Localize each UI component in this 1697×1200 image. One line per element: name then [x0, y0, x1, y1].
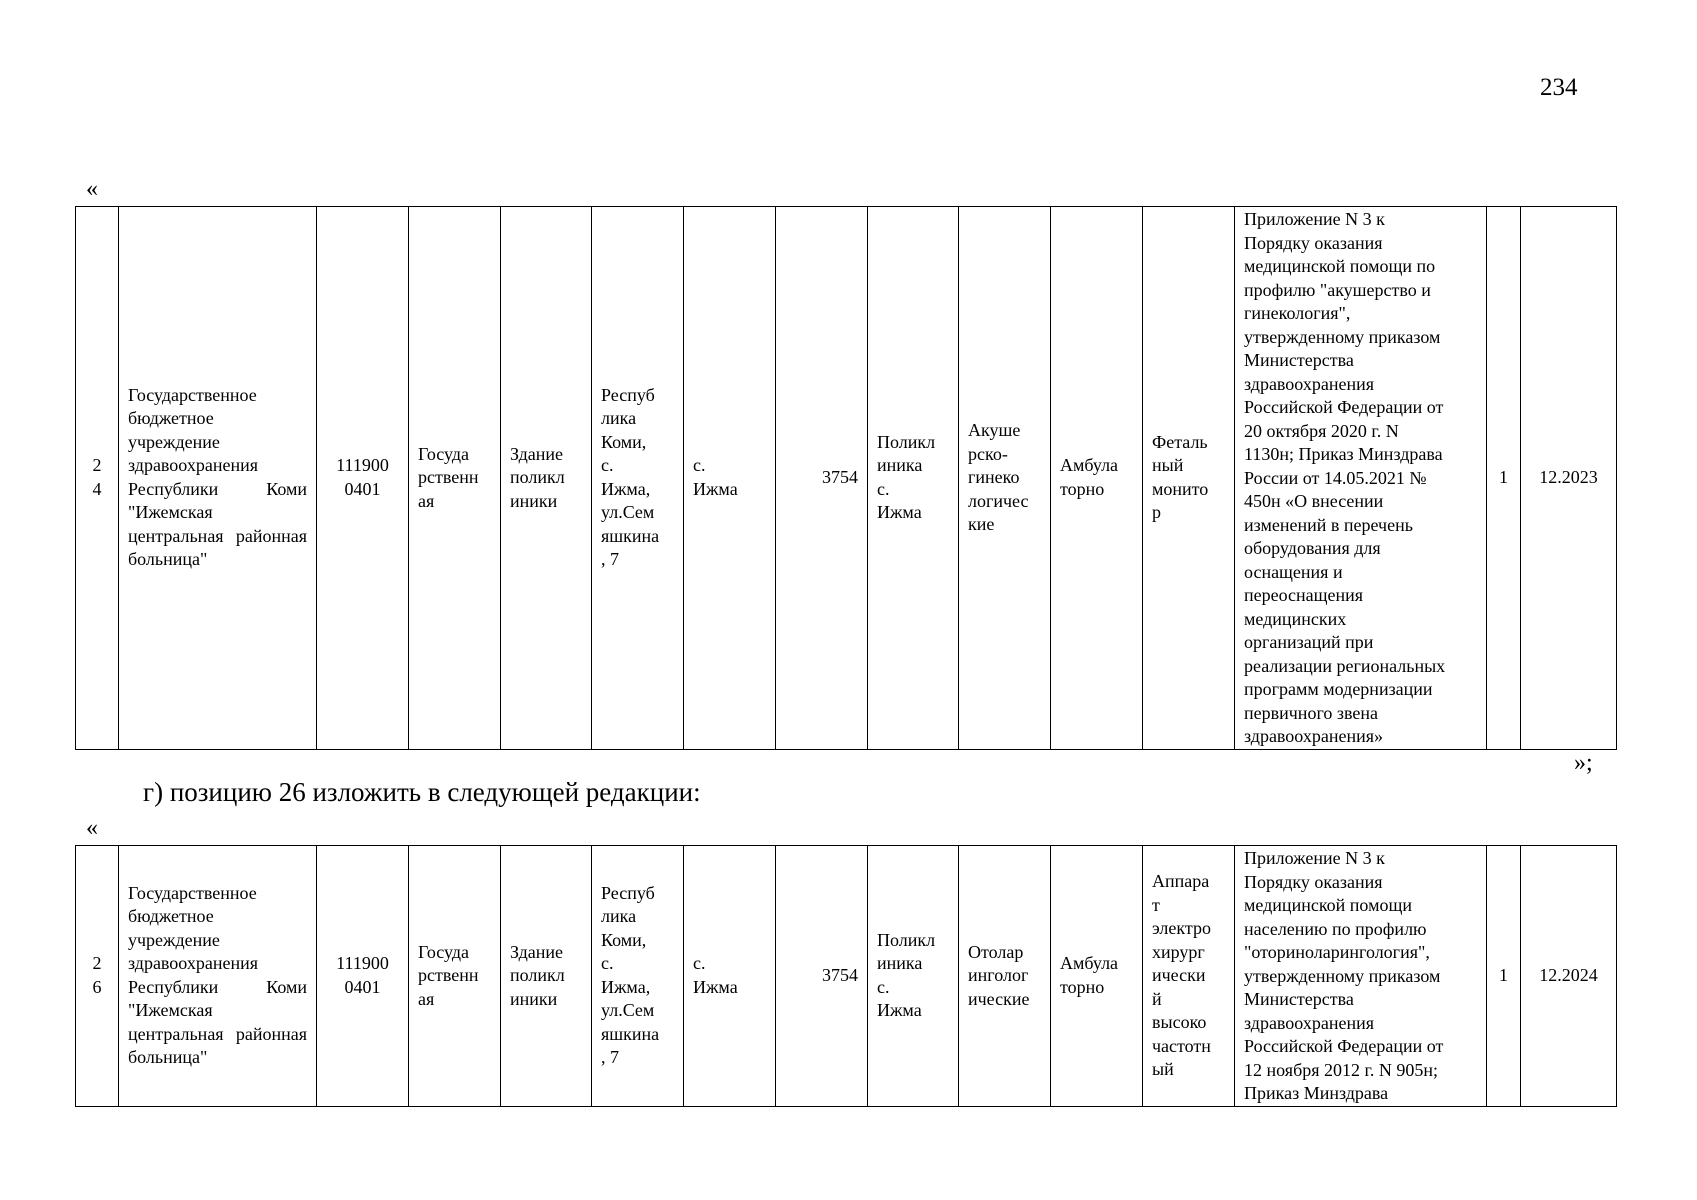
- equipment-name: Феталь ный монито р: [1143, 207, 1235, 750]
- subdivision: Поликл иника с. Ижма: [868, 207, 959, 750]
- equipment-table-position-26: [75, 845, 1617, 1107]
- locality: с. Ижма: [684, 207, 776, 750]
- locality: с. Ижма: [684, 846, 776, 1107]
- table2-open-quote: «: [86, 815, 98, 841]
- ownership-form: Госуда рственн ая: [409, 207, 501, 750]
- page-number: 234: [1540, 74, 1578, 101]
- number-value: 3754: [776, 207, 868, 750]
- legal-basis: Приложение N 3 к Порядку оказания медицинской помощи населению по профилю "оториноларингология", утвержденному приказом Министерства здравоохранения Российской Федерации от 12 ноября 2012 г. N 905н; Приказ Минздрава: [1235, 846, 1487, 1107]
- ownership-form: Госуда рственн ая: [409, 846, 501, 1107]
- equipment-name: Аппара т электро хирург ически й высоко частотн ый: [1143, 846, 1235, 1107]
- building-type: Здание поликл иники: [501, 846, 592, 1107]
- row-number: 2 6: [76, 846, 119, 1107]
- care-conditions: Амбула торно: [1051, 207, 1143, 750]
- care-conditions: Амбула торно: [1051, 846, 1143, 1107]
- subdivision: Поликл иника с. Ижма: [868, 846, 959, 1107]
- quantity: 1: [1487, 207, 1521, 750]
- legal-basis: Приложение N 3 к Порядку оказания медицинской помощи по профилю "акушерство и гинекология", утвержденному приказом Министерства здравоохранения Российской Федерации от 20 октября 2020 г. N 1130н; Приказ Минздрава России от 14.05.2021 № 450н «О внесении изменений в перечень оборудования для оснащения и переоснащения медицинских организаций при реализации региональных программ модернизации первичного звена здравоохранения»: [1235, 207, 1487, 750]
- address: Респуб лика Коми, с. Ижма, ул.Сем яшкина , 7: [592, 846, 684, 1107]
- delivery-date: 12.2024: [1521, 846, 1617, 1107]
- organization-name: Государственное бюджетное учреждение здравоохранения Республики Коми "Ижемская центральная районная больница": [119, 846, 317, 1107]
- amendment-instruction: г) позицию 26 изложить в следующей редакции:: [143, 777, 701, 807]
- table1-open-quote: «: [86, 176, 98, 202]
- equipment-table-position-24: [75, 206, 1617, 750]
- table-row: [76, 846, 1617, 1107]
- number-value: 3754: [776, 846, 868, 1107]
- quantity: 1: [1487, 846, 1521, 1107]
- organization-code: 111900 0401: [317, 207, 409, 750]
- organization-code: 111900 0401: [317, 846, 409, 1107]
- building-type: Здание поликл иники: [501, 207, 592, 750]
- medical-profile: Отолар инголог ические: [959, 846, 1051, 1107]
- table-row: [76, 207, 1617, 750]
- row-number: 2 4: [76, 207, 119, 750]
- medical-profile: Акуше рско- гинеко логичес кие: [959, 207, 1051, 750]
- table1-close-quote: »;: [1574, 750, 1593, 776]
- address: Респуб лика Коми, с. Ижма, ул.Сем яшкина , 7: [592, 207, 684, 750]
- organization-name: Государственное бюджетное учреждение здравоохранения Республики Коми "Ижемская центральная районная больница": [119, 207, 317, 750]
- delivery-date: 12.2023: [1521, 207, 1617, 750]
